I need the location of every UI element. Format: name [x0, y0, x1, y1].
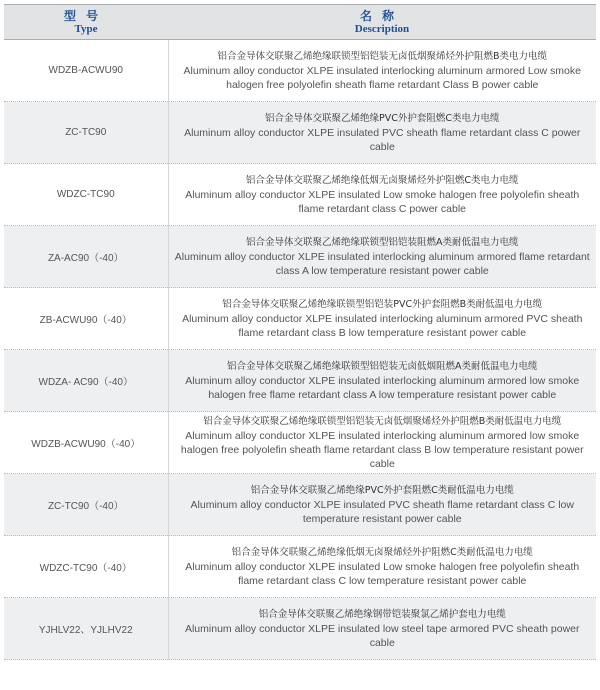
description-zh: 铝合金导体交联聚乙烯绝缘联锁型铝铠装无卤低烟聚烯烃外护阻燃B类耐低温电力电缆 — [203, 416, 562, 427]
cable-type-cell: WDZA- AC90（-40） — [4, 350, 168, 412]
description-en: Aluminum alloy conductor XLPE insulated Low smoke halogen free polyolefin sheath flame retardant class C low temperature resistant power cable — [185, 561, 580, 587]
description-zh: 铝合金导体交联聚乙烯绝缘低烟无卤聚烯烃外护阻燃C类耐低温电力电缆 — [231, 547, 533, 558]
table-row — [4, 350, 596, 412]
table-row — [4, 288, 596, 350]
table-row — [4, 164, 596, 226]
cable-description-cell — [168, 164, 596, 226]
description-column-header — [168, 5, 596, 40]
table-header-row — [4, 5, 596, 40]
cable-type-cell: ZC-TC90 — [4, 102, 168, 164]
table-row — [4, 598, 596, 660]
cable-description-cell — [168, 288, 596, 350]
table-row — [4, 536, 596, 598]
cable-description-cell — [168, 474, 596, 536]
description-header-en: Description — [354, 22, 410, 35]
table-row — [4, 412, 596, 474]
cable-description-cell — [168, 536, 596, 598]
cable-spec-table — [4, 4, 596, 660]
description-en: Aluminum alloy conductor XLPE insulated interlocking aluminum armored flame retardant class A low temperature resistant power cable — [174, 251, 590, 277]
description-en: Aluminum alloy conductor XLPE insulated interlocking aluminum armored PVC sheath flame retardant class B low temperature resistant power cable — [182, 313, 583, 339]
cable-description-cell — [168, 226, 596, 288]
description-zh: 铝合金导体交联聚乙烯绝缘PVC外护套阻燃C类耐低温电力电缆 — [250, 485, 514, 496]
table-row — [4, 40, 596, 102]
type-column-header — [4, 5, 168, 40]
cable-type-cell: ZC-TC90（-40） — [4, 474, 168, 536]
cable-spec-table-container — [4, 4, 596, 660]
cable-description-cell — [168, 102, 596, 164]
table-row — [4, 226, 596, 288]
cable-type-cell: WDZB-ACWU90（-40） — [4, 412, 168, 474]
description-zh: 铝合金导体交联聚乙烯绝缘联锁型铝铠装无卤低烟阻燃A类耐低温电力电缆 — [227, 361, 538, 372]
description-zh: 铝合金导体交联聚乙烯绝缘钢带铠装聚氯乙烯护套电力电缆 — [258, 609, 506, 620]
description-zh: 铝合金导体交联聚乙烯绝缘联锁型铝铠装无卤低烟聚烯烃外护阻燃B类电力电缆 — [217, 51, 548, 62]
description-en: Aluminum alloy conductor XLPE insulated PVC sheath flame retardant class C low temperature resistant power cable — [190, 499, 574, 525]
description-en: Aluminum alloy conductor XLPE insulated PVC sheath flame retardant class C power cable — [184, 127, 581, 153]
description-header-zh: 名称 — [359, 8, 404, 23]
description-en: Aluminum alloy conductor XLPE insulated interlocking aluminum armored low smoke halogen free polyolefin sheath flame retardant class B low temperature resistant power cable — [180, 430, 584, 470]
cable-description-cell — [168, 598, 596, 660]
cable-type-cell: ZA-AC90（-40） — [4, 226, 168, 288]
description-en: Aluminum alloy conductor XLPE insulated interlocking aluminum armored low smoke halogen free flame retardant class A low temperature resistant power cable — [185, 375, 580, 401]
cable-type-cell: WDZC-TC90 — [4, 164, 168, 226]
table-row — [4, 102, 596, 164]
cable-description-cell — [168, 40, 596, 102]
description-en: Aluminum alloy conductor XLPE insulated low steel tape armored PVC sheath power cable — [184, 623, 580, 649]
description-en: Aluminum alloy conductor XLPE insulated Low smoke halogen free polyolefin sheath flame retardant class C power cable — [185, 189, 580, 215]
cable-type-cell: ZB-ACWU90（-40） — [4, 288, 168, 350]
table-row — [4, 474, 596, 536]
cable-description-cell — [168, 350, 596, 412]
cable-type-cell: WDZC-TC90（-40） — [4, 536, 168, 598]
cable-type-cell: WDZB-ACWU90 — [4, 40, 168, 102]
type-header-zh: 型号 — [63, 8, 108, 23]
type-header-en: Type — [74, 22, 98, 35]
cable-type-cell: YJHLV22、YJLHV22 — [4, 598, 168, 660]
description-zh: 铝合金导体交联聚乙烯绝缘联锁型铝铠装PVC外护套阻燃B类耐低温电力电缆 — [222, 299, 543, 310]
description-zh: 铝合金导体交联聚乙烯绝缘联锁型铝铠装阻燃A类耐低温电力电缆 — [246, 237, 519, 248]
description-zh: 铝合金导体交联聚乙烯绝缘PVC外护套阻燃C类电力电缆 — [265, 113, 500, 124]
description-en: Aluminum alloy conductor XLPE insulated interlocking aluminum armored Low smoke halogen free polyolefin sheath flame retardant Class B power cable — [183, 65, 581, 91]
description-zh: 铝合金导体交联聚乙烯绝缘低烟无卤聚烯烃外护阻燃C类电力电缆 — [245, 175, 519, 186]
cable-description-cell — [168, 412, 596, 474]
